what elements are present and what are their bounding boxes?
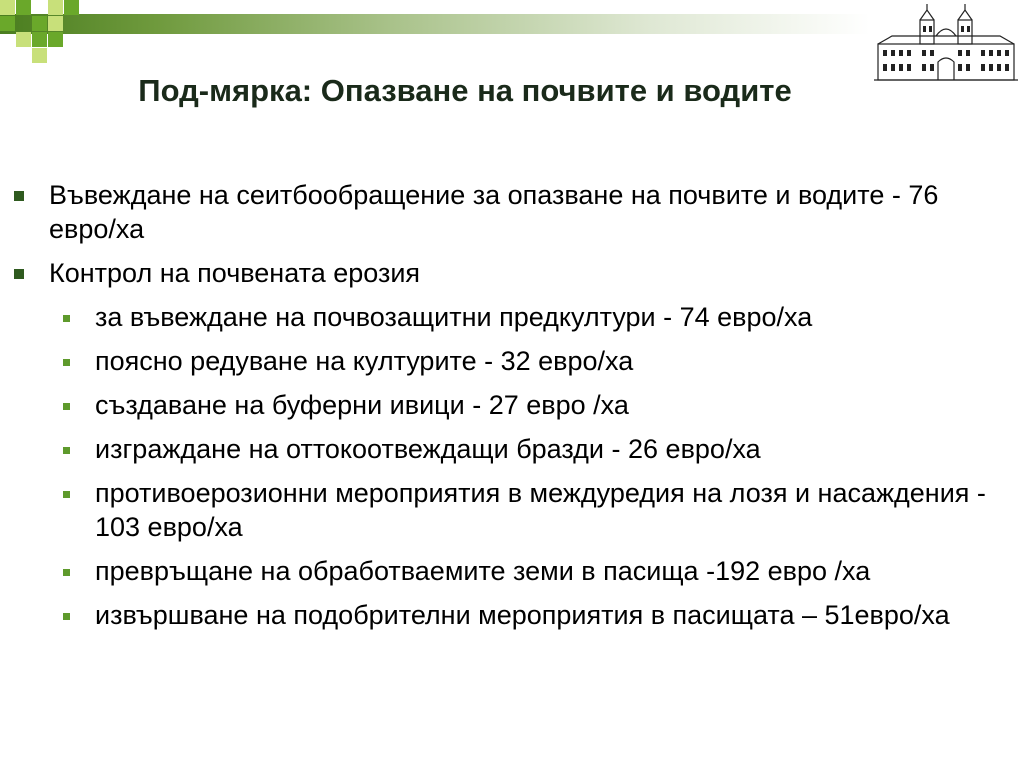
- square-4: [64, 0, 79, 15]
- small-square-bullet-icon: [63, 569, 70, 576]
- small-square-bullet-icon: [63, 447, 70, 454]
- square-5: [0, 16, 15, 31]
- sub-list-item: [0, 476, 1010, 544]
- sub-list-item-text: противоерозионни мероприятия в междуредия на лозя и насаждения - 103 евро/ха: [95, 478, 986, 542]
- small-square-bullet-icon: [63, 359, 70, 366]
- square-bullet-icon: [14, 191, 24, 201]
- sub-list-item-text: създаване на буферни ивици - 27 евро /ха: [95, 390, 629, 420]
- sub-list-item-text: изграждане на оттокоотвеждащи бразди - 26 евро/ха: [95, 434, 761, 464]
- sub-list-item: [0, 554, 1010, 588]
- sub-list-item-text: извършване на подобрителни мероприятия в пасищата – 51евро/ха: [95, 600, 950, 630]
- sub-list-item: [0, 344, 1010, 378]
- sub-list-item-text: поясно редуване на културите - 32 евро/ха: [95, 346, 634, 376]
- bullet-list: [0, 178, 1024, 642]
- list-item-text: Контрол на почвената ерозия: [49, 258, 421, 288]
- list-item: [0, 256, 1009, 290]
- header-band: [0, 14, 870, 34]
- square-9: [32, 32, 47, 47]
- small-square-bullet-icon: [63, 491, 70, 498]
- list-item: [0, 178, 1009, 246]
- small-square-bullet-icon: [63, 613, 70, 620]
- sub-list-item: [0, 300, 1010, 334]
- square-7: [48, 16, 63, 31]
- square-bullet-icon: [14, 269, 24, 279]
- square-3: [48, 0, 63, 15]
- list-item-text: Въвеждане на сеитбообращение за опазване на почвите и водите - 76 евро/ха: [49, 180, 939, 244]
- square-2: [16, 0, 31, 15]
- square-10: [48, 32, 63, 47]
- decorative-squares: [0, 0, 80, 62]
- sub-list-item: [0, 432, 1010, 466]
- small-square-bullet-icon: [63, 315, 70, 322]
- square-11: [32, 48, 47, 63]
- square-6: [32, 16, 47, 31]
- small-square-bullet-icon: [63, 403, 70, 410]
- slide-title: Под-мярка: Опазване на почвите и водите: [138, 73, 792, 108]
- building-engraving-icon: [872, 2, 1020, 84]
- sub-list-item: [0, 388, 1010, 422]
- square-1: [0, 0, 15, 15]
- square-8: [16, 32, 31, 47]
- sub-list-item-text: за въвеждане на почвозащитни предкултури - 74 евро/ха: [95, 302, 813, 332]
- sub-list-item-text: превръщане на обработваемите земи в пасища -192 евро /ха: [95, 556, 871, 586]
- sub-list-item: [0, 598, 1010, 632]
